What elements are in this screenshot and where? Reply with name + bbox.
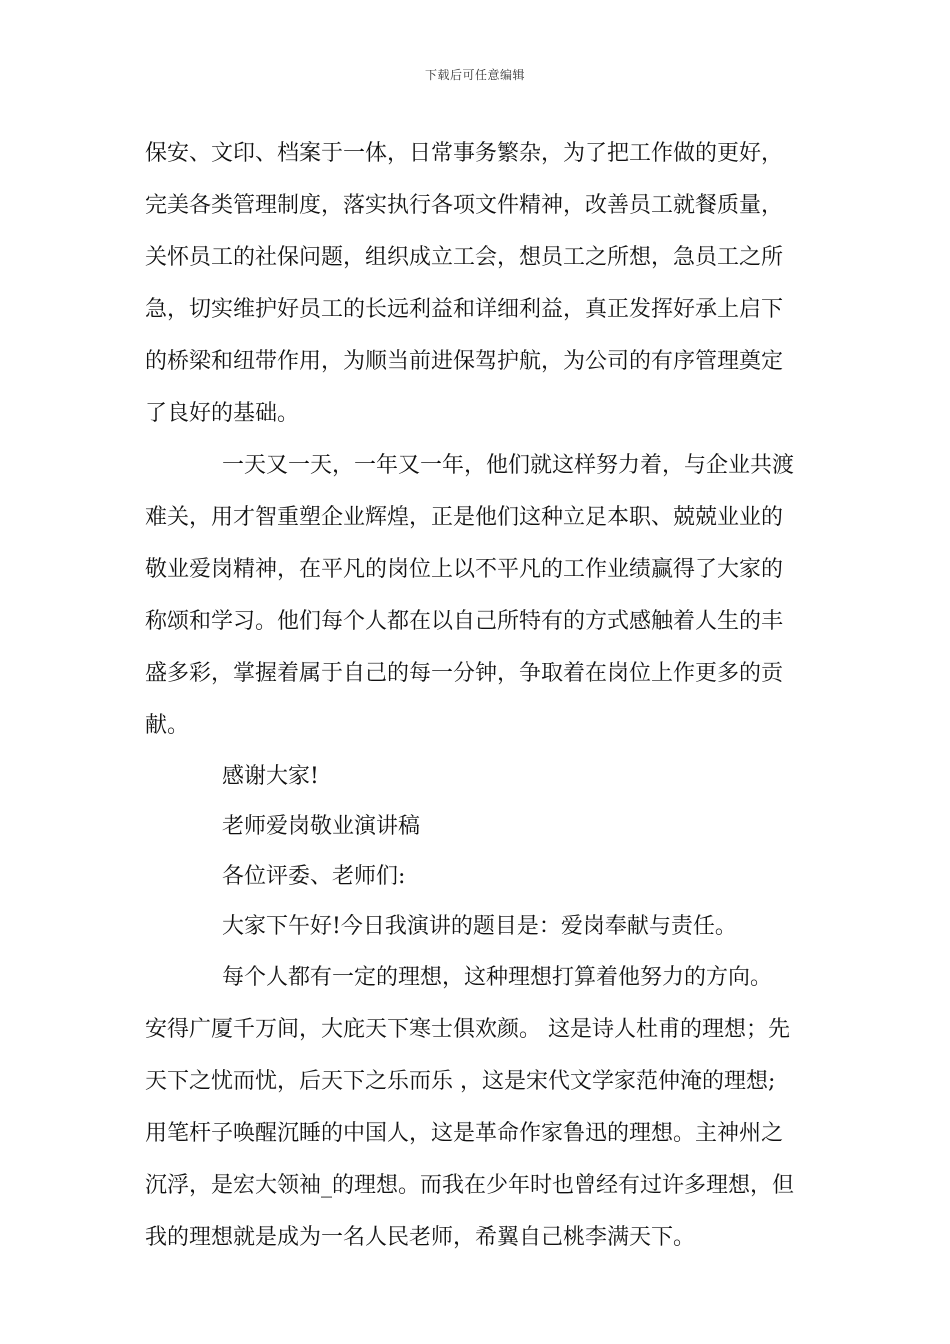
text-line: 急，切实维护好员工的长远利益和详细利益，真正发挥好承上启下: [145, 297, 784, 322]
text-line: 盛多彩，掌握着属于自己的每一分钟，争取着在岗位上作更多的贡: [145, 661, 784, 686]
paragraph-start-line: 一天又一天，一年又一年，他们就这样努力着，与企业共渡: [222, 453, 795, 478]
text-line: 了良好的基础。: [145, 401, 300, 426]
salutation: 各位评委、老师们:: [222, 864, 406, 889]
text-line: 完美各类管理制度，落实执行各项文件精神，改善员工就餐质量，: [145, 193, 784, 218]
text-line: 的桥梁和纽带作用，为顺当前进保驾护航，为公司的有序管理奠定: [145, 349, 784, 374]
text-line: 难关，用才智重塑企业辉煌，正是他们这种立足本职、兢兢业业的: [145, 505, 784, 530]
speech-title: 老师爱岗敬业演讲稿: [222, 814, 421, 839]
paragraph-start-line: 每个人都有一定的理想，这种理想打算着他努力的方向。: [222, 965, 773, 990]
text-line: 献。: [145, 713, 190, 738]
text-line: 敬业爱岗精神，在平凡的岗位上以不平凡的工作业绩赢得了大家的: [145, 557, 784, 582]
text-line: 安得广厦千万间，大庇天下寒士俱欢颜。 这是诗人杜甫的理想；先: [145, 1017, 790, 1042]
text-line: 称颂和学习。他们每个人都在以自己所特有的方式感触着人生的丰: [145, 609, 784, 634]
closing-thanks: 感谢大家!: [222, 764, 319, 789]
text-line: 关怀员工的社保问题，组织成立工会，想员工之所想，急员工之所: [145, 245, 784, 270]
text-line: 我的理想就是成为一名人民老师，希翼自己桃李满天下。: [145, 1225, 696, 1250]
text-line: 沉浮，是宏大领袖_的理想。而我在少年时也曾经有过许多理想，但: [145, 1173, 795, 1198]
page-header: 下载后可任意编辑: [424, 68, 525, 82]
document-body: [145, 128, 810, 1264]
text-line: 保安、文印、档案于一体，日常事务繁杂，为了把工作做的更好，: [145, 141, 784, 166]
greeting-line: 大家下午好!今日我演讲的题目是：爱岗奉献与责任。: [222, 914, 737, 939]
text-line: 天下之忧而忧，后天下之乐而乐 ，这是宋代文学家范仲淹的理想;: [145, 1069, 776, 1094]
text-line: 用笔杆子唤醒沉睡的中国人，这是革命作家鲁迅的理想。主神州之: [145, 1121, 784, 1146]
